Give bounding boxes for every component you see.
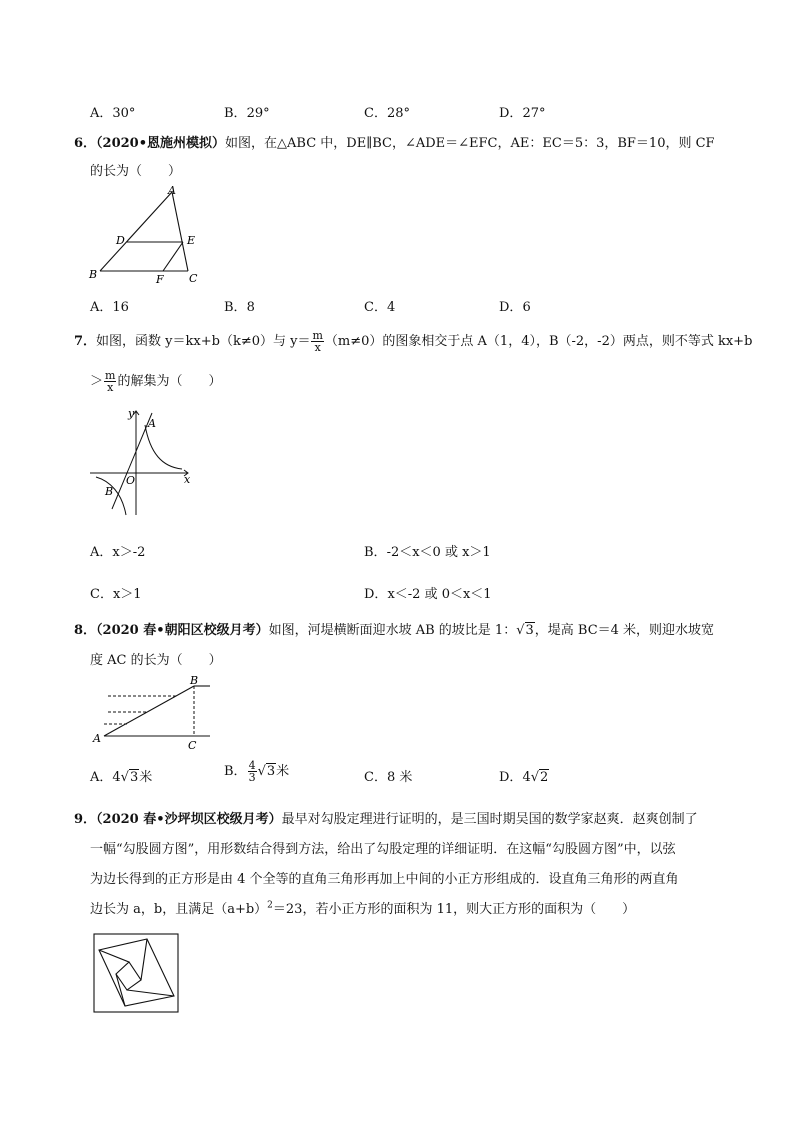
q7-line-graph	[112, 413, 152, 509]
q6-label-e: E	[187, 234, 196, 247]
q6-option-c: C．4	[364, 300, 396, 315]
q6-label-f: F	[156, 273, 164, 286]
q6-label-d: D	[116, 234, 125, 247]
q7-option-a: A．x＞-2	[90, 545, 146, 560]
q7-fraction-2: $\frac{m}{x}$	[105, 369, 116, 394]
q7-hyperbola-q1	[145, 425, 182, 469]
q5-option-a: A．30°	[90, 106, 136, 121]
q8-label-a: A	[93, 732, 101, 745]
q7-label-b: B	[105, 485, 114, 498]
q7-label-x: x	[184, 473, 191, 486]
q7-option-d: D．x＜-2 或 0＜x＜1	[364, 587, 492, 602]
q8-sqrt: √3	[516, 623, 534, 638]
q9-triangle-edge-2	[141, 939, 147, 980]
q7-fraction-1: $\frac{m}{x}$	[312, 329, 323, 354]
q6-number: 6．	[74, 136, 97, 151]
q8-embankment-figure	[92, 672, 222, 752]
q7-line1: 7．如图，函数 y＝kx+b（k≠0）与 y＝ $\frac{m}{x}$ （m≠0）的图象相交于点 A（1，4），B（-2，-2）两点，则不等式 kx+b	[74, 329, 753, 354]
q9-stem-3: 为边长得到的正方形是由 4 个全等的直角三角形再加上中间的小正方形组成的．设直角三角形的两直角	[90, 872, 679, 887]
q8-option-c: C．8 米	[364, 770, 413, 785]
q8-slope-ab	[104, 686, 194, 736]
q9-triangle-edge-3	[127, 990, 174, 996]
q6-triangle-figure	[86, 186, 206, 286]
q8-option-a: A．4√3米	[90, 770, 153, 785]
q5-option-c: C．28°	[364, 106, 410, 121]
q8-stem-2: 度 AC 的长为（ ）	[90, 653, 222, 668]
q6-option-d: D．6	[499, 300, 531, 315]
q7-option-b: B．-2＜x＜0 或 x＞1	[364, 545, 491, 560]
q6-label-c: C	[189, 272, 198, 285]
q7-label-a: A	[148, 417, 156, 430]
q7-number: 7．	[74, 334, 97, 349]
q9-line1: 9．（2020 春•沙坪坝区校级月考）最早对勾股定理进行证明的，是三国时期吴国的数学家赵爽．赵爽创制了	[74, 812, 698, 827]
q6-label-b: B	[89, 268, 98, 281]
q6-option-a: A．16	[90, 300, 129, 315]
q7-label-y: y	[128, 407, 135, 420]
q8-line1: 8．（2020 春•朝阳区校级月考）如图，河堤横断面迎水坡 AB 的坡比是 1：√3，堤高 BC＝4 米，则迎水坡宽	[74, 623, 715, 638]
q6-option-b: B．8	[224, 300, 255, 315]
q9-number: 9．	[74, 812, 97, 827]
q5-option-b: B．29°	[224, 106, 270, 121]
q6-label-a: A	[168, 186, 176, 197]
q7-function-graph	[86, 405, 198, 517]
q8-source: （2020 春•朝阳区校级月考）	[96, 623, 269, 638]
q6-stem-1: 如图，在△ABC 中，DE∥BC，∠ADE＝∠EFC，AE：EC＝5：3，BF＝10，则 CF	[225, 136, 715, 151]
q8-label-c: C	[188, 739, 197, 752]
q7-label-o: O	[126, 474, 136, 487]
q6-segment-ef	[163, 242, 183, 271]
q9-pythagoras-figure	[92, 932, 182, 1016]
q8-label-b: B	[190, 674, 199, 687]
q9-stem-2: 一幅“勾股圆方图”，用形数结合得到方法，给出了勾股定理的详细证明．在这幅“勾股圆方图”中，以弦	[90, 842, 676, 857]
q6-side-ac	[172, 192, 188, 271]
q6-line1	[74, 132, 715, 151]
q5-option-d: D．27°	[499, 106, 546, 121]
q6-source: （2020•恩施州模拟）	[96, 136, 226, 151]
q9-source: （2020 春•沙坪坝区校级月考）	[96, 812, 282, 827]
q6-side-ab	[100, 192, 172, 271]
q9-stem-4: 边长为 a，b，且满足$(a+b)^2=23$，若小正方形的面积为 11，则大正方形的面积为（ ）	[90, 900, 636, 917]
q8-option-d: D．4√2	[499, 770, 549, 785]
q8-number: 8．	[74, 623, 97, 638]
q7-option-c: C．x＞1	[90, 587, 142, 602]
q7-line2: ＞ $\frac{m}{x}$ 的解集为（ ）	[90, 369, 222, 394]
q8-option-b: B． $\frac{4}{3}$ √3米	[224, 759, 290, 784]
q6-stem-2: 的长为（ ）	[90, 164, 182, 179]
